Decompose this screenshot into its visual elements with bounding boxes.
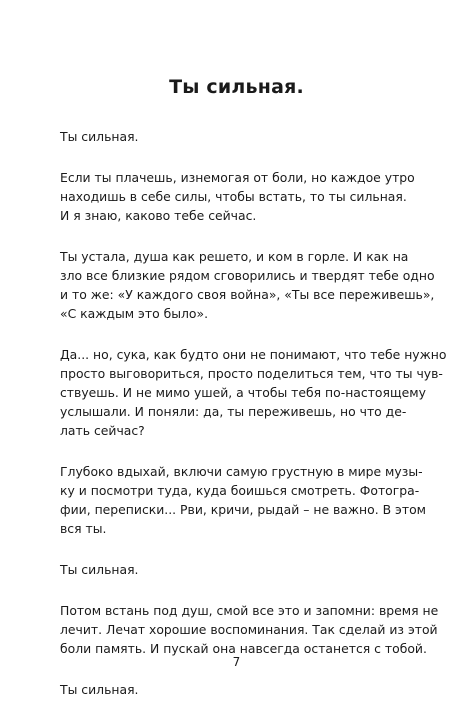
text-line: Глубоко вдыхай, включи самую грустную в мире музы-: [60, 464, 423, 479]
text-line: боли память. И пускай она навсегда останется с тобой.: [60, 641, 427, 656]
text-line: лечит. Лечат хорошие воспоминания. Так сделай из этой: [60, 622, 438, 637]
text-line: Ты сильная.: [60, 129, 139, 144]
text-line: И я знаю, каково тебе сейчас.: [60, 208, 257, 223]
text-line: вся ты.: [60, 521, 107, 536]
paragraph-2: [60, 168, 415, 225]
paragraph-7: [60, 601, 439, 658]
text-line: услышали. И поняли: да, ты переживешь, но что де-: [60, 404, 407, 419]
body-text: [60, 127, 447, 721]
text-line: Ты сильная.: [60, 562, 139, 577]
text-line: просто выговориться, просто поделиться тем, что ты чув-: [60, 366, 443, 381]
paragraph-3: [60, 247, 435, 323]
text-line: и то же: «У каждого своя война», «Ты все переживешь»,: [60, 287, 435, 302]
paragraph-5: [60, 462, 427, 538]
paragraph-8: [60, 680, 396, 699]
paragraph-1: [60, 127, 396, 146]
text-line: Ты сильная.: [60, 682, 139, 697]
page-title: Ты сильная.: [169, 76, 304, 98]
text-line: ку и посмотри туда, куда боишься смотреть. Фотогра-: [60, 483, 420, 498]
paragraph-4: [60, 345, 447, 440]
page-number: 7: [232, 655, 241, 669]
text-line: лать сейчас?: [60, 423, 145, 438]
text-line: Ты устала, душа как решето, и ком в горле. И как на: [60, 249, 409, 264]
text-line: ствуешь. И не мимо ушей, а чтобы тебя по-настоящему: [60, 385, 426, 400]
text-line: «С каждым это было».: [60, 306, 209, 321]
text-line: находишь в себе силы, чтобы встать, то ты сильная.: [60, 189, 407, 204]
text-line: Если ты плачешь, изнемогая от боли, но каждое утро: [60, 170, 415, 185]
paragraph-6: [60, 560, 396, 579]
text-line: зло все близкие рядом сговорились и твердят тебе одно: [60, 268, 435, 283]
text-line: Потом встань под душ, смой все это и запомни: время не: [60, 603, 439, 618]
text-line: фии, переписки... Рви, кричи, рыдай – не важно. В этом: [60, 502, 427, 517]
text-line: Да... но, сука, как будто они не понимают, что тебе нужно: [60, 347, 447, 362]
